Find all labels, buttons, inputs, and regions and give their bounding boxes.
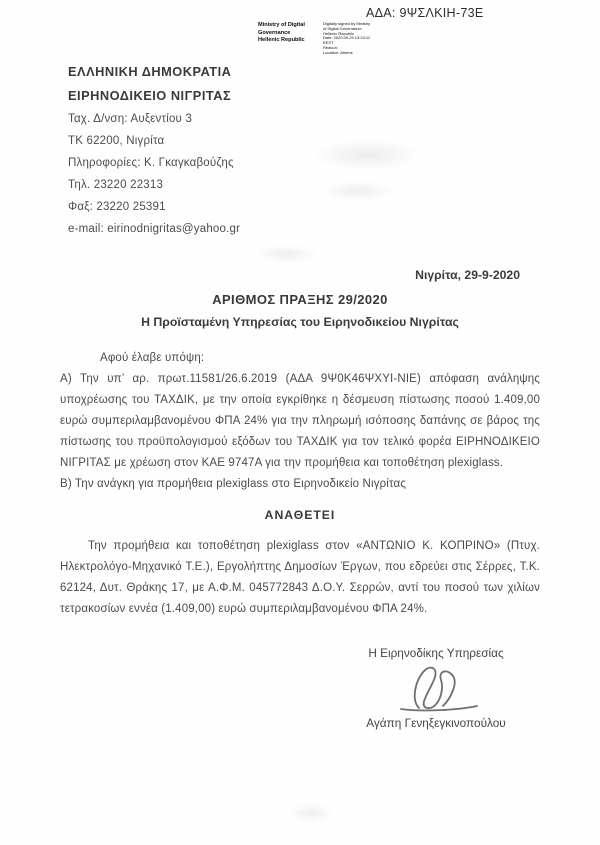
republic-title: ΕΛΛΗΝΙΚΗ ΔΗΜΟΚΡΑΤΙΑ <box>68 64 232 79</box>
stamp-right-line: of Digital Governance, <box>323 26 363 31</box>
handwritten-signature <box>381 662 491 714</box>
stamp-right-line: EEST <box>323 41 334 46</box>
scan-artifact <box>322 182 394 200</box>
contact-fax: Φαξ: 23220 25391 <box>68 201 166 213</box>
award-paragraph: Την προμήθεια και τοποθέτηση plexiglass στον «ΑΝΤΩΝΙΟ Κ. ΚΟΠΡΙΝΟ» (Πτυχ. Ηλεκτρολόγο-Μηχανικό Τ.Ε.), Εργολήπτης Δημοσίων Έργων, που εδρεύει στις Σέρρες, Τ.Κ. 62124, Δυτ. Θράκης 17, με Α.Φ.Μ. 045772843 Δ.Ο.Υ. Σερρών, αντί του ποσού των χιλίων τετρακοσίων εννέα (1.409,00) ευρώ συμπεριλαμβανομένου ΦΠΑ 24%. <box>60 540 540 615</box>
digital-signature-stamp <box>258 22 401 56</box>
stamp-right-line: Digitally signed by Ministry <box>323 22 371 26</box>
body-intro: Αφού έλαβε υπόψη: <box>100 352 205 364</box>
court-title: ΕΙΡΗΝΟΔΙΚΕΙΟ ΝΙΓΡΙΤΑΣ <box>68 88 232 103</box>
stamp-right-line: Reason: <box>323 45 338 50</box>
scan-artifact <box>290 804 332 822</box>
ministry-stamp-text <box>258 22 318 56</box>
document-body <box>60 348 540 620</box>
scan-artifact <box>256 246 318 262</box>
award-heading: ΑΝΑΘΕΤΕΙ <box>264 508 336 522</box>
stamp-right-line: Date: 2020.09.29 13:24:11 <box>323 36 371 41</box>
signature-block <box>338 646 534 730</box>
letterhead <box>68 60 240 240</box>
consideration-b: Β) Την ανάγκη για προμήθεια plexiglass στο Ειρηνοδικείο Νιγρίτας <box>60 478 407 490</box>
contact-tel: Τηλ. 23220 22313 <box>68 179 164 191</box>
scan-artifact <box>312 140 422 170</box>
consideration-a: Α) Την υπ’ αρ. πρωτ.11581/26.6.2019 (ΑΔΑ 9Ψ0Κ46ΨΧΥΙ-ΝΙΕ) απόφαση ανάληψης υποχρέωσης του ΤΑΧΔΙΚ, με την οποία εγκρίθηκε η δέσμευση πίστωσης ποσού 1.409,00 ευρώ συμπεριλαμβανομένου ΦΠΑ 24% για την πληρωμή ισόποσης δαπάνης σε βάρος της πίστωσης του προϋπολογισμού εξόδων του ΤΑΧΔΙΚ για τον τελικό φορέα ΕΙΡΗΝΟΔΙΚΕΙΟ ΝΙΓΡΙΤΑΣ με χρέωση στον ΚΑΕ 9747Α για την προμήθεια και τοποθέτηση plexiglass. <box>60 373 540 469</box>
act-subtitle: Η Προϊσταμένη Υπηρεσίας του Ειρηνοδικείου Νιγρίτας <box>141 315 459 329</box>
stamp-left-line: Hellenic Republic <box>258 37 305 43</box>
ada-code: ΑΔΑ: 9ΨΣΛΚΙΗ-73Ε <box>366 6 484 20</box>
signer-role: Η Ειρηνοδίκης Υπηρεσίας <box>368 646 504 660</box>
stamp-left-line: Governance <box>258 29 291 36</box>
date-line: Νιγρίτα, 29-9-2020 <box>415 268 520 282</box>
stamp-right-line: Location: Athens <box>323 50 353 55</box>
signer-name: Αγάπη Γενηξεγκινοπούλου <box>366 716 506 730</box>
stamp-left-line: Ministry of Digital <box>258 22 305 28</box>
stamp-right-line: Hellenic Republic <box>323 31 354 36</box>
contact-email: e-mail: eirinodnigritas@yahoo.gr <box>68 223 241 235</box>
signature-details-text <box>323 22 401 56</box>
contact-address: Ταχ. Δ/νση: Αυξεντίου 3 <box>68 113 193 125</box>
act-title: ΑΡΙΘΜΟΣ ΠΡΑΞΗΣ 29/2020 <box>212 292 388 307</box>
contact-info: Πληροφορίες: Κ. Γκαγκαβούζης <box>68 157 234 169</box>
contact-postal: ΤΚ 62200, Νιγρίτα <box>68 135 165 147</box>
